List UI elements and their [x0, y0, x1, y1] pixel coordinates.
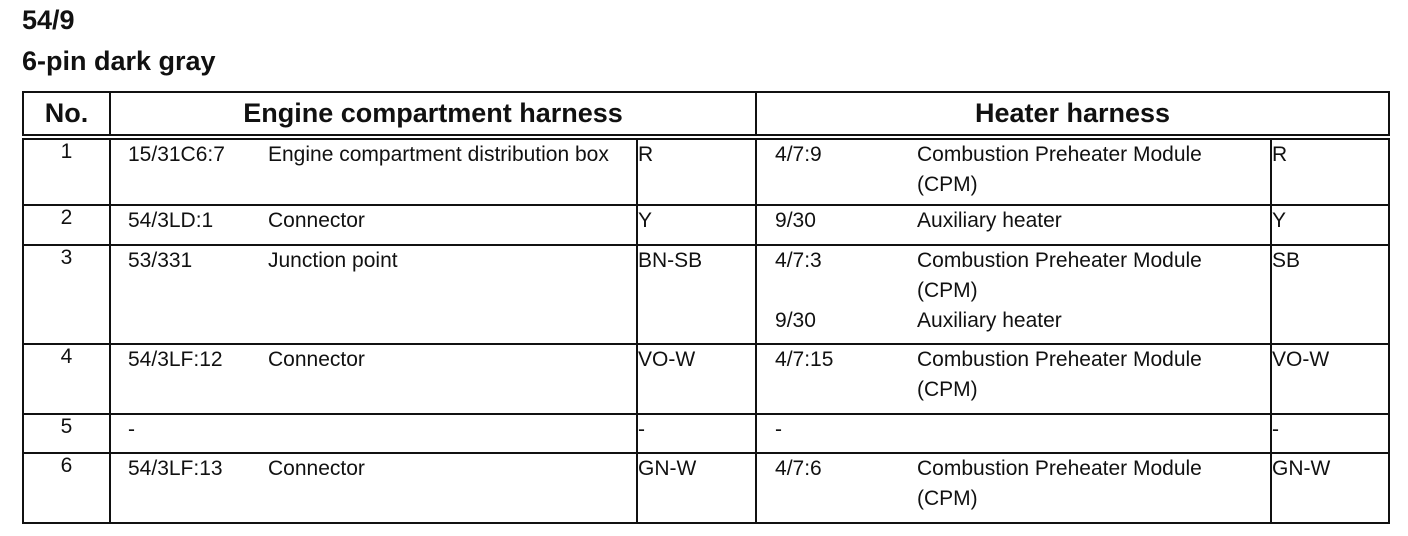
heater-harness-cell [756, 414, 1271, 453]
engine-wire-color [637, 344, 756, 414]
engine-connection [111, 246, 636, 276]
engine-wire-color [637, 453, 756, 523]
engine-harness-cell [110, 245, 637, 344]
heater-wire-color-value: VO-W [1272, 348, 1330, 371]
engine-connection-description [268, 415, 636, 445]
engine-harness-cell [110, 205, 637, 245]
heater-connection-code: 4/7:15 [775, 348, 834, 371]
heater-wire-color [1271, 453, 1389, 523]
pin-number: 4 [23, 344, 110, 414]
heater-connection-code: 9/30 [775, 209, 816, 232]
engine-connection-code: 53/331 [128, 249, 193, 272]
heater-wire-color [1271, 205, 1389, 245]
engine-connection-description: Engine compartment distribution box [268, 143, 609, 166]
heater-wire-color [1271, 245, 1389, 344]
engine-connection-code: 15/31C6:7 [128, 143, 225, 166]
heater-connection-description: Combustion Preheater Module (CPM) [917, 249, 1202, 302]
heater-harness-cell [756, 453, 1271, 523]
engine-wire-color-value: Y [638, 209, 653, 232]
table-row [23, 453, 1389, 523]
heater-wire-color-value: SB [1272, 249, 1301, 272]
pin-number: 2 [23, 205, 110, 245]
table-row [23, 245, 1389, 344]
header-heater-harness: Heater harness [756, 92, 1389, 137]
heater-harness-cell [756, 205, 1271, 245]
connector-description: 6-pin dark gray [22, 46, 216, 76]
header-row [23, 92, 1389, 137]
heater-connection-description: Combustion Preheater Module (CPM) [917, 457, 1202, 510]
engine-connection-description: Connector [268, 348, 365, 371]
heater-harness-cell [756, 344, 1271, 414]
heater-connection-description [917, 415, 1270, 445]
pin-number: 1 [23, 137, 110, 205]
heater-connection-code: 4/7:3 [775, 249, 822, 272]
table-row [23, 137, 1389, 205]
heater-connection-code: 4/7:9 [775, 143, 822, 166]
heater-harness-cell [756, 245, 1271, 344]
heater-connection [757, 246, 1270, 306]
heater-connection-description: Auxiliary heater [917, 209, 1062, 232]
engine-wire-color [637, 205, 756, 245]
heater-connection [757, 306, 1270, 336]
engine-harness-cell [110, 414, 637, 453]
heater-wire-color [1271, 414, 1389, 453]
engine-connection [111, 415, 636, 445]
engine-connection-code: 54/3LF:12 [128, 348, 223, 371]
heater-connection [757, 415, 1270, 445]
engine-connection-code: 54/3LD:1 [128, 209, 214, 232]
engine-wire-color-value: BN-SB [638, 249, 703, 272]
heater-wire-color-value: Y [1272, 209, 1287, 232]
pin-number: 3 [23, 245, 110, 344]
engine-wire-color-value: VO-W [638, 348, 696, 371]
heater-connection-description: Auxiliary heater [917, 309, 1062, 332]
pin-table [22, 91, 1390, 524]
table-row [23, 205, 1389, 245]
table-row [23, 414, 1389, 453]
heater-wire-color [1271, 137, 1389, 205]
heater-connection-code: 9/30 [775, 309, 816, 332]
heater-connection [757, 140, 1270, 200]
heater-connection-description: Combustion Preheater Module (CPM) [917, 348, 1202, 401]
heater-wire-color [1271, 344, 1389, 414]
pin-number: 5 [23, 414, 110, 453]
heater-connection-code: - [775, 418, 783, 441]
pin-table-body [23, 137, 1389, 523]
engine-connection-code: 54/3LF:13 [128, 457, 223, 480]
engine-wire-color [637, 414, 756, 453]
engine-connection [111, 206, 636, 236]
engine-connection [111, 454, 636, 484]
engine-connection [111, 345, 636, 375]
engine-wire-color-value: GN-W [638, 457, 697, 480]
heater-wire-color-value: - [1272, 418, 1280, 441]
heater-connection-description: Combustion Preheater Module (CPM) [917, 143, 1202, 196]
heater-connection [757, 206, 1270, 236]
engine-connection-description: Connector [268, 209, 365, 232]
header-no: No. [23, 92, 110, 137]
heater-connection [757, 345, 1270, 405]
engine-wire-color [637, 245, 756, 344]
engine-harness-cell [110, 137, 637, 205]
heater-wire-color-value: R [1272, 143, 1288, 166]
heater-wire-color-value: GN-W [1272, 457, 1331, 480]
header-engine-harness: Engine compartment harness [110, 92, 756, 137]
heater-connection [757, 454, 1270, 514]
table-row [23, 344, 1389, 414]
heater-connection-code: 4/7:6 [775, 457, 822, 480]
engine-wire-color-value: - [638, 418, 645, 441]
engine-wire-color [637, 137, 756, 205]
engine-connection-description: Connector [268, 457, 365, 480]
engine-harness-cell [110, 453, 637, 523]
engine-connection-description: Junction point [268, 249, 398, 272]
engine-connection-code: - [128, 418, 135, 441]
engine-harness-cell [110, 344, 637, 414]
heater-harness-cell [756, 137, 1271, 205]
pin-number: 6 [23, 453, 110, 523]
engine-connection [111, 140, 636, 170]
engine-wire-color-value: R [638, 143, 654, 166]
connector-id: 54/9 [22, 5, 75, 35]
